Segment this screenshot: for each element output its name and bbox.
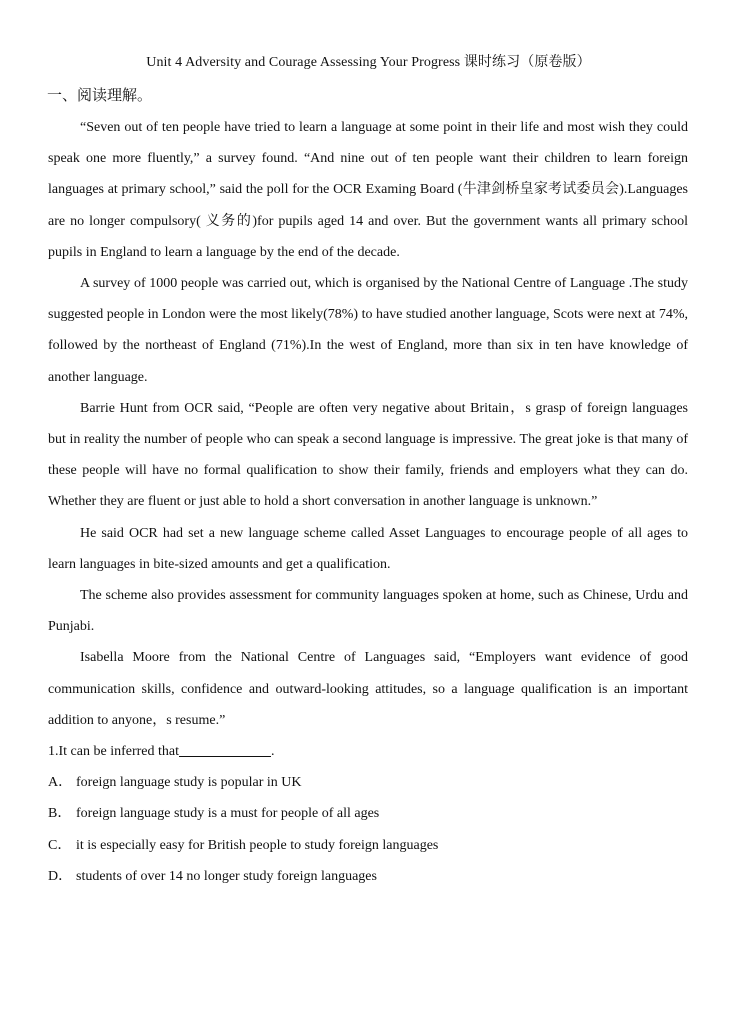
passage-paragraph-5: The scheme also provides assessment for community languages spoken at home, such as Chinese, Urdu and Punjabi.	[48, 588, 688, 635]
option-c	[48, 830, 688, 861]
passage-paragraph-3: Barrie Hunt from OCR said, “People are often very negative about Britain，s grasp of foreign languages but in reality the number of people who can speak a second language is impressive. The great joke is that many of these people will have no formal qualification to show their family, friends and employers what they can do. Whether they are fluent or just able to hold a short conversation in another language is unknown.”	[48, 400, 688, 510]
option-b-text: foreign language study is a must for people of all ages	[76, 806, 380, 822]
question-stem-prefix: 1.It can be inferred that	[48, 744, 179, 760]
option-d-letter: D．	[48, 868, 73, 884]
question-1-stem	[48, 736, 688, 767]
option-c-text: it is especially easy for British people to study foreign languages	[76, 837, 439, 853]
option-c-letter: C．	[48, 837, 72, 853]
option-b-letter: B．	[48, 806, 72, 822]
passage-paragraph-4: He said OCR had set a new language scheme called Asset Languages to encourage people of all ages to learn languages in bite-sized amounts and get a qualification.	[48, 525, 688, 572]
passage-paragraph-6: Isabella Moore from the National Centre of Languages said, “Employers want evidence of good communication skills, confidence and outward-looking attitudes, so a language qualification is an important addition to anyone，s resume.”	[48, 650, 688, 728]
question-stem-suffix: .	[271, 744, 275, 760]
option-a-text: foreign language study is popular in UK	[76, 775, 302, 791]
section-heading: 一、阅读理解。	[47, 88, 153, 104]
option-b	[48, 798, 688, 829]
answer-blank	[179, 742, 271, 757]
option-d	[48, 861, 688, 892]
option-a-letter: A．	[48, 775, 73, 791]
passage-paragraph-2: A survey of 1000 people was carried out, which is organised by the National Centre of Language .The study suggested people in London were the most likely(78%) to have studied another language, Scots were next at 74%, followed by the northeast of England (71%).In the west of England, more than six in ten have knowledge of another language.	[48, 276, 688, 385]
passage-paragraph-1: “Seven out of ten people have tried to learn a language at some point in their life and most wish they could speak one more fluently,” a survey found. “And nine out of ten people want their children to learn foreign languages at primary school,” said the poll for the OCR Examing Board (牛津剑桥皇家考试委员会).Languages are no longer compulsory( 义务的)for pupils aged 14 and over. But the government wants all primary school pupils in England to learn a language by the end of the decade.	[48, 120, 688, 260]
option-a	[48, 767, 688, 798]
reading-passage	[48, 112, 688, 892]
option-d-text: students of over 14 no longer study foreign languages	[76, 868, 377, 884]
page-title: Unit 4 Adversity and Courage Assessing Your Progress 课时练习（原卷版）	[146, 55, 591, 70]
